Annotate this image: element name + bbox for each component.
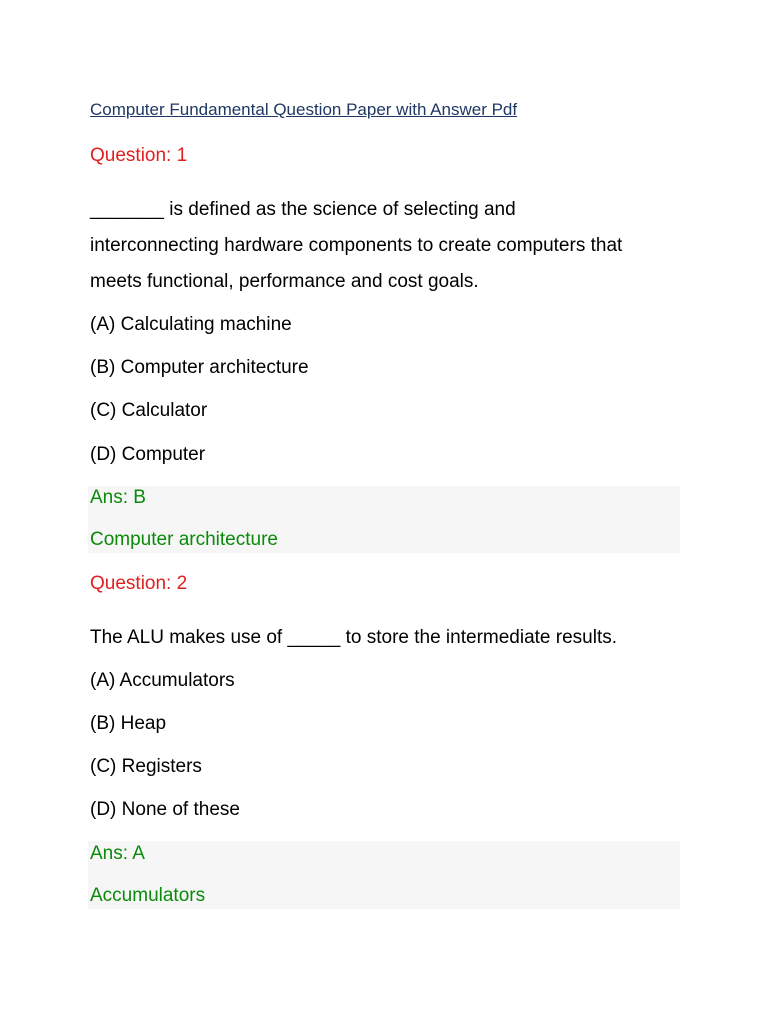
question-1-answer-text: Computer architecture: [90, 529, 278, 550]
question-1-option-b: (B) Computer architecture: [90, 357, 309, 378]
question-2-option-c: (C) Registers: [90, 756, 202, 777]
question-1-text-line-2: interconnecting hardware components to create computers that: [90, 235, 623, 256]
question-1-option-c: (C) Calculator: [90, 400, 208, 421]
question-2-answer-label: Ans: A: [90, 843, 145, 864]
question-2-option-a: (A) Accumulators: [90, 670, 235, 691]
title-link[interactable]: Computer Fundamental Question Paper with Answer Pdf: [90, 100, 518, 119]
question-2-text-line-1: The ALU makes use of _____ to store the intermediate results.: [90, 627, 618, 648]
question-2-option-d: (D) None of these: [90, 799, 240, 820]
question-1-text-line-3: meets functional, performance and cost goals.: [90, 271, 479, 292]
question-1-heading: Question: 1: [90, 145, 188, 166]
question-1-text-line-1: _______ is defined as the science of selecting and: [90, 199, 516, 220]
question-1-option-d: (D) Computer: [90, 444, 206, 465]
question-1-answer-label: Ans: B: [90, 487, 146, 508]
question-2-option-b: (B) Heap: [90, 713, 167, 734]
question-2-heading: Question: 2: [90, 573, 188, 594]
question-2-answer-text: Accumulators: [90, 885, 206, 906]
question-1-option-a: (A) Calculating machine: [90, 314, 292, 335]
